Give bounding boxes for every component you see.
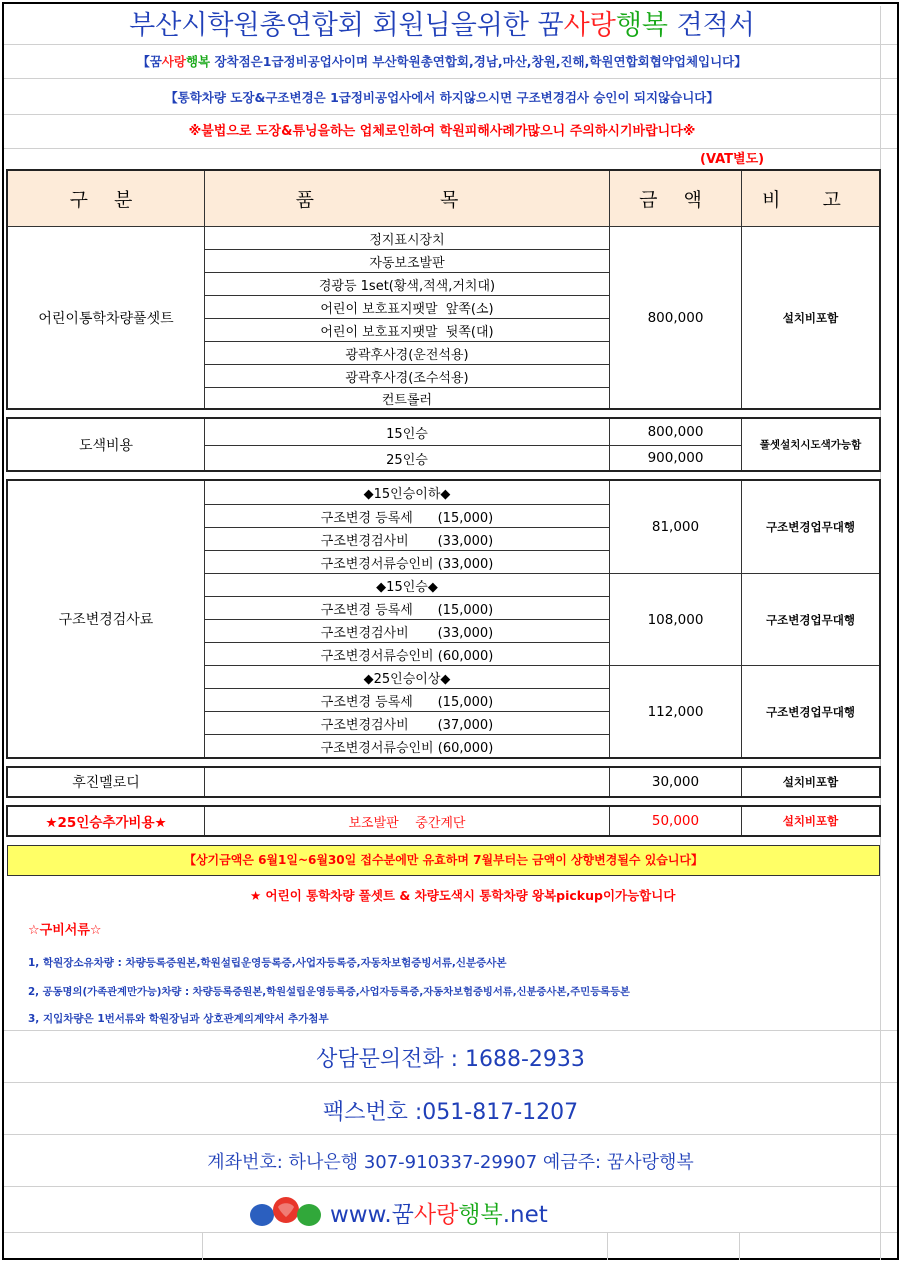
melody-table <box>6 766 881 798</box>
fullset-item: 광곽후사경(운전석용) <box>204 341 609 364</box>
structure-group-heading: ◆15인승이하◆ <box>204 481 609 504</box>
structure-fee: 구조변경서류승인비 (33,000) <box>204 550 609 573</box>
grid-line <box>4 1030 897 1031</box>
structure-price: 112,000 <box>609 665 741 757</box>
paint-item: 15인승 <box>204 419 609 445</box>
structure-price: 81,000 <box>609 481 741 573</box>
fullset-item: 자동보조발판 <box>204 249 609 272</box>
structure-fee: 구조변경검사비 (33,000) <box>204 527 609 550</box>
fullset-table <box>6 169 881 410</box>
header-item: 품 목 <box>204 171 609 226</box>
vat-label: (VAT별도) <box>700 152 765 167</box>
structure-fee: 구조변경서류승인비 (60,000) <box>204 642 609 665</box>
fax-number: 팩스번호 :051-817-1207 <box>322 1100 579 1125</box>
melody-note: 설치비포함 <box>741 768 879 796</box>
inspection-notice: 【통학차량 도장&구조변경은 1급정비공업사에서 하지않으시면 구조변경검사 승인이 되지않습니다】 <box>165 90 719 105</box>
paint-price: 900,000 <box>609 445 741 470</box>
fullset-price: 800,000 <box>609 226 741 408</box>
grid-line <box>4 78 897 79</box>
extra25-category: ★25인승추가비용★ <box>45 815 167 831</box>
structure-group-heading: ◆15인승◆ <box>204 573 609 596</box>
header-category: 구 분 <box>8 171 204 226</box>
structure-fee: 구조변경 등록세 (15,000) <box>204 504 609 527</box>
grid-line <box>4 114 897 115</box>
paint-note: 풀셋설치시도색가능함 <box>741 419 879 470</box>
phone-number: 상담문의전화 : 1688-2933 <box>316 1047 585 1072</box>
melody-item <box>204 768 609 796</box>
structure-group-heading: ◆25인승이상◆ <box>204 665 609 688</box>
structure-note: 구조변경업무대행 <box>741 573 879 665</box>
melody-price: 30,000 <box>609 768 741 796</box>
extra25-table <box>6 805 881 837</box>
structure-fee: 구조변경검사비 (33,000) <box>204 619 609 642</box>
grid-line <box>4 1186 897 1187</box>
structure-fee: 구조변경서류승인비 (60,000) <box>204 734 609 757</box>
grid-line <box>202 1232 203 1260</box>
structure-fee: 구조변경 등록세 (15,000) <box>204 596 609 619</box>
paint-item: 25인승 <box>204 445 609 470</box>
bank-account: 계좌번호: 하나은행 307-910337-29907 예금주: 꿈사랑행복 <box>207 1152 694 1173</box>
documents-item: 1, 학원장소유차량 : 차량등록증원본,학원설립운영등록증,사업자등록증,자동차보험증빙서류,신분증사본 <box>28 957 507 969</box>
documents-heading: ☆구비서류☆ <box>28 923 102 938</box>
grid-line <box>4 1232 897 1233</box>
fullset-item: 컨트롤러 <box>204 387 609 408</box>
structure-fee: 구조변경검사비 (37,000) <box>204 711 609 734</box>
documents-item: 2, 공동명의(가족관계만가능)차량 : 차량등록증원본,학원설립운영등록증,사업자등록증,자동차보험증빙서류,신분증사본,주민등록등본 <box>28 986 630 998</box>
partner-notice: 【꿈사랑행복 장착점은1급정비공업사이며 부산학원총연합회,경남,마산,창원,진해,학원연합회협약업체입니다】 <box>137 54 747 69</box>
page-title: 부산시학원총연합회 회원님을위한 꿈사랑행복 견적서 <box>129 10 755 41</box>
structure-category: 구조변경검사료 <box>58 612 154 628</box>
melody-category: 후진멜로디 <box>72 775 140 791</box>
website-link[interactable]: www.꿈사랑행복.net <box>330 1202 548 1228</box>
structure-note: 구조변경업무대행 <box>741 481 879 573</box>
structure-note: 구조변경업무대행 <box>741 665 879 757</box>
grid-line <box>4 1082 897 1083</box>
fullset-item: 경광등 1set(황색,적색,거치대) <box>204 272 609 295</box>
structure-fee: 구조변경 등록세 (15,000) <box>204 688 609 711</box>
paint-category: 도색비용 <box>78 437 134 454</box>
warning-notice: ※불법으로 도장&튜닝을하는 업체로인하여 학원피해사례가많으니 주의하시기바랍니다※ <box>188 124 696 139</box>
pickup-notice: ★ 어린이 통학차량 풀셋트 & 차량도색시 통학차량 왕복pickup이가능합니다 <box>250 888 676 903</box>
grid-line <box>739 1232 740 1260</box>
documents-item: 3, 지입차량은 1번서류와 학원장님과 상호관계의계약서 추가첨부 <box>28 1013 329 1025</box>
header-note: 비 고 <box>741 171 879 226</box>
structure-price: 108,000 <box>609 573 741 665</box>
grid-line <box>4 1134 897 1135</box>
fullset-item: 광곽후사경(조수석용) <box>204 364 609 387</box>
fullset-category: 어린이통학차량풀셋트 <box>8 226 204 408</box>
fullset-note: 설치비포함 <box>741 226 879 408</box>
grid-line <box>4 44 897 45</box>
fullset-item: 어린이 보호표지팻말 앞쪽(소) <box>204 295 609 318</box>
paint-table <box>6 417 881 472</box>
paint-price: 800,000 <box>609 419 741 445</box>
fullset-item: 어린이 보호표지팻말 뒷쪽(대) <box>204 318 609 341</box>
grid-line <box>607 1232 608 1260</box>
extra25-price: 50,000 <box>609 807 741 835</box>
price-validity-notice: 【상기금액은 6월1일~6월30일 접수분에만 유효하며 7월부터는 금액이 상향변경될수 있습니다】 <box>7 845 880 876</box>
extra25-item: 보조발판 중간계단 <box>204 807 609 835</box>
header-price: 금 액 <box>609 171 741 226</box>
structure-table <box>6 479 881 759</box>
extra25-note: 설치비포함 <box>741 807 879 835</box>
fullset-item: 정지표시장치 <box>204 226 609 249</box>
heart-logo-icon <box>248 1193 324 1229</box>
